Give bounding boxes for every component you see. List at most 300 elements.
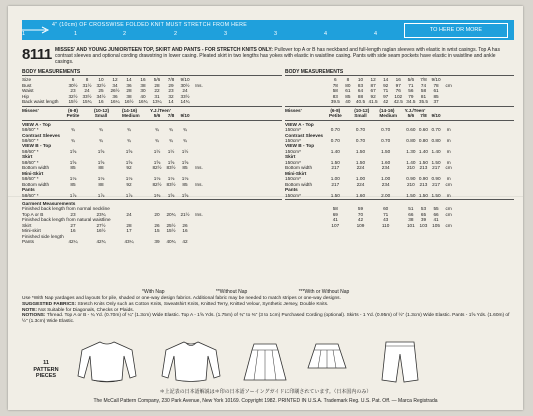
table-cell xyxy=(367,113,380,118)
table-cell: 8 xyxy=(346,77,350,83)
table-cell: 80 xyxy=(345,82,351,88)
table-cell: 1⅞ xyxy=(125,192,133,198)
table-cell: 83½ xyxy=(166,181,176,187)
table-cell: 14 xyxy=(383,77,389,83)
table-cell: ¾ xyxy=(155,127,159,133)
table-cell: ¾ xyxy=(127,137,131,143)
table-cell: 42.5 xyxy=(393,99,403,105)
row-label: Misses' xyxy=(22,107,39,113)
table-cell: 0.90 xyxy=(418,176,429,182)
table-cell: 1.50 xyxy=(381,148,391,154)
table-cell: 25 xyxy=(98,88,104,94)
tick-label: 3 xyxy=(274,31,278,37)
row-label: 58/60" * xyxy=(22,148,39,154)
table-cell xyxy=(392,113,405,118)
table-cell: 14 xyxy=(168,99,174,105)
table-cell: 1⅝ xyxy=(97,148,105,154)
top-b-sketch xyxy=(158,338,224,384)
table-row xyxy=(285,193,514,198)
table-row xyxy=(22,113,282,118)
tick-label: 4 xyxy=(324,31,328,37)
table-cell: 217 xyxy=(331,181,340,187)
table-cell: 85 xyxy=(182,165,188,171)
table-cell: 92 xyxy=(383,82,389,88)
table-cell: Ins. xyxy=(195,211,203,217)
table-cell: 1⅝ xyxy=(97,159,105,165)
table-row xyxy=(285,223,514,228)
table-cell: 10 xyxy=(357,77,364,83)
table-cell: 30 xyxy=(140,88,146,94)
table-cell: 64 xyxy=(357,88,364,94)
pattern-pieces-count: 11 PATTERN PIECES xyxy=(33,360,59,379)
table-cell: (10-12) xyxy=(94,107,110,113)
table-cell: 7/8 xyxy=(420,113,427,119)
table-cell: (6-8) xyxy=(68,107,78,113)
size-group-headers xyxy=(22,108,282,119)
row-label: Bottom width xyxy=(285,165,313,171)
table-cell: 15½ xyxy=(68,99,78,105)
table-cell: 1½ xyxy=(153,148,161,154)
table-cell: 92 xyxy=(126,181,132,187)
table-cell: 0.80 xyxy=(418,137,429,143)
table-cell: ¾ xyxy=(71,137,75,143)
legend-either-nap: ***With or Without Nap xyxy=(298,289,350,295)
table-cell: 224 xyxy=(356,165,365,171)
table-cell: 105 xyxy=(432,222,440,228)
row-label: Pants xyxy=(22,187,35,193)
table-cell: ¾ xyxy=(71,127,75,133)
table-cell: 31 xyxy=(154,93,160,99)
row-label: Back waist length xyxy=(22,99,59,105)
table-cell: 1⅝ xyxy=(181,192,189,198)
table-cell: 22 xyxy=(154,88,160,94)
table-cell: 0.70 xyxy=(330,137,340,143)
table-cell: 110 xyxy=(381,222,390,228)
table-cell: 87 xyxy=(370,82,376,88)
table-cell: 79 xyxy=(408,93,414,99)
table-cell: 1.50 xyxy=(330,192,340,198)
publisher-footer: The McCall Pattern Company, 230 Park Avenue, New York 10169. Copyright 1982. PRINTED IN U.S.A. Trademark Reg. U.S. Pat. Off. — Marca Registrada xyxy=(93,398,438,404)
nap-note: Use *With Nap yardages and layouts for pile, shaded or one-way design fabrics. Additional fabric may be needed to match stripes or one-way designs. xyxy=(22,296,341,301)
pattern-description xyxy=(55,47,513,65)
table-cell: cm xyxy=(445,165,452,171)
table-cell: 26 xyxy=(154,222,160,228)
table-cell: 23 xyxy=(70,211,76,217)
table-cell: 23 xyxy=(70,88,76,94)
table-cell: 6 xyxy=(333,77,337,83)
legend-without-nap: **Without Nap xyxy=(215,289,248,295)
table-cell: 1.50 xyxy=(431,159,441,165)
tick-label: 1 xyxy=(74,31,78,37)
row-label: Finished back length from natural waistline xyxy=(22,217,111,223)
table-cell: 71 xyxy=(408,82,414,88)
table-cell: 83½ xyxy=(166,165,176,171)
table-cell: 7/8 xyxy=(167,77,175,83)
table-cell: 1⅛ xyxy=(125,176,133,182)
table-row xyxy=(285,113,514,118)
row-label: Waist xyxy=(22,88,34,94)
table-cell: 1.50 xyxy=(418,159,429,165)
table-cell: 224 xyxy=(356,181,365,187)
table-row xyxy=(22,99,282,104)
table-cell: 103 xyxy=(419,222,428,228)
table-cell: 97 xyxy=(395,82,401,88)
table-cell: 0.60 xyxy=(418,127,429,133)
table-cell: 5/6 xyxy=(407,113,415,119)
table-cell: 0.70 xyxy=(381,137,391,143)
imperial-table xyxy=(22,70,282,245)
row-label: 150cm* xyxy=(285,192,301,198)
table-cell: 30½ xyxy=(180,82,190,88)
table-cell: 1.60 xyxy=(381,159,391,165)
table-cell: 40.5 xyxy=(355,99,366,105)
row-label: 150cm* xyxy=(285,127,301,133)
table-cell: 234 xyxy=(381,181,390,187)
body-measurements-heading: BODY MEASUREMENTS xyxy=(22,70,282,76)
body-measurement-rows-metric xyxy=(285,77,514,104)
table-cell: 109 xyxy=(356,222,365,228)
table-cell: 1⅝ xyxy=(167,159,175,165)
table-cell: 83 xyxy=(357,82,364,88)
table-cell: Small xyxy=(94,113,108,119)
table-cell: 60 xyxy=(383,206,389,212)
row-label: VIEW A - Top xyxy=(22,121,51,127)
size-group-headers-metric xyxy=(285,108,514,119)
table-cell: 23¾ xyxy=(96,211,106,217)
table-cell: 0.70 xyxy=(355,137,366,143)
table-cell: cm xyxy=(445,206,452,212)
table-cell: ¾ xyxy=(183,127,187,133)
table-cell: 34½ xyxy=(96,93,106,99)
table-cell: 42 xyxy=(182,239,188,245)
table-cell: 1.30 xyxy=(406,148,416,154)
row-label xyxy=(285,113,329,118)
table-cell: 20¾ xyxy=(166,211,176,217)
table-cell: Medium xyxy=(122,113,140,119)
table-cell: ¾ xyxy=(169,127,173,133)
table-cell: 2.00 xyxy=(381,192,391,198)
row-label: Bust xyxy=(22,82,32,88)
body-measurement-rows xyxy=(22,77,282,104)
table-cell xyxy=(80,239,94,244)
row-label: Skirt xyxy=(22,222,32,228)
table-cell: 38 xyxy=(140,82,146,88)
table-cell: 35.5 xyxy=(418,99,429,105)
table-cell: 12 xyxy=(112,77,118,83)
table-cell: 24 xyxy=(126,211,132,217)
row-label: Finished back length from normal neckline xyxy=(22,206,110,212)
tick-label: 1 xyxy=(22,31,26,37)
table-cell: 1.50 xyxy=(431,192,441,198)
table-cell xyxy=(367,193,380,198)
table-cell xyxy=(342,113,355,118)
table-row xyxy=(285,99,514,104)
table-cell: 1⅞ xyxy=(69,192,77,198)
table-row xyxy=(22,239,282,244)
japanese-note: ＊上記表の日本語解説は＊印の日本語ソーイングガイドに印刷されています。（日本国内のみ） xyxy=(159,389,372,395)
table-cell: Medium xyxy=(379,113,398,119)
row-label: Skirt xyxy=(22,154,33,160)
row-label: Misses' xyxy=(285,107,302,113)
table-cell xyxy=(442,113,455,118)
table-cell: 24 xyxy=(182,88,188,94)
notes-section xyxy=(22,289,514,325)
table-cell: 1½ xyxy=(167,148,175,154)
table-cell: 25½ xyxy=(166,222,176,228)
table-cell: 1.40 xyxy=(418,148,429,154)
table-cell: 16¾ xyxy=(138,99,148,105)
table-cell: 23 xyxy=(168,88,174,94)
table-cell: 107 xyxy=(331,222,340,228)
table-cell: 42¾ xyxy=(96,239,106,245)
row-label: VIEW B - Top xyxy=(285,143,315,149)
table-cell: 16 xyxy=(140,77,146,83)
table-cell: 74 xyxy=(420,82,427,88)
table-cell xyxy=(367,223,380,228)
row-label: VIEW A - Top xyxy=(285,121,314,127)
table-cell: 24 xyxy=(84,88,90,94)
table-cell: 1⅝ xyxy=(69,159,77,165)
table-cell: 38 xyxy=(408,217,414,223)
table-cell: 27½ xyxy=(96,222,106,228)
row-label: 150cm* xyxy=(285,176,301,182)
table-cell: (14-16) xyxy=(379,107,395,113)
table-cell: 1⅛ xyxy=(181,176,189,182)
row-label: 150cm* xyxy=(285,137,301,143)
stretch-target-box: TO HERE OR MORE xyxy=(404,23,508,38)
table-cell: m xyxy=(446,176,451,182)
tick-label: 4 xyxy=(374,31,378,37)
table-cell: 1.40 xyxy=(330,148,340,154)
table-cell: cm xyxy=(445,222,452,228)
row-label: Bottom width xyxy=(22,165,50,171)
table-cell: 38 xyxy=(126,93,132,99)
table-cell xyxy=(80,193,94,198)
row-label: Mini-Skirt xyxy=(285,170,307,176)
table-cell: 0.80 xyxy=(431,137,441,143)
table-cell: 30½ xyxy=(68,82,78,88)
table-cell: 61 xyxy=(433,88,439,94)
table-cell: 1⅝ xyxy=(69,148,77,154)
body-measurements-heading-metric: BODY MEASUREMENTS xyxy=(285,70,514,76)
table-cell: m xyxy=(446,137,451,143)
table-cell: ¾ xyxy=(169,137,173,143)
table-cell: 70 xyxy=(357,211,364,217)
table-cell: 33½ xyxy=(82,93,92,99)
table-cell xyxy=(192,239,206,244)
table-cell: 0.70 xyxy=(431,127,441,133)
table-cell: 16 xyxy=(182,228,188,234)
description-body: Pullover top A or B has neckband and full-length raglan sleeves with elastic in wrist casings. Top A has contrast sleeves and optional cording drawstring in lower casing. Pleated skirt in two lengths has yokes with elastic in waistline casing. Pants with side seam pockets have elastic in waistline and ankle casings. xyxy=(55,47,500,65)
table-cell: 210 xyxy=(406,181,415,187)
table-cell: Petite xyxy=(329,113,342,119)
table-cell xyxy=(192,113,206,118)
row-label xyxy=(285,223,329,228)
table-cell: 234 xyxy=(381,165,390,171)
table-cell: 1.50 xyxy=(355,148,366,154)
table-cell: 71 xyxy=(383,211,389,217)
notions-note: NOTIONS: Thread. Top A or B - ¾ Yd. (0.70m) of ¼" (1.3cm) Wide Elastic. Top A - 1⅝ Yds. (1.75m) of ¾" to ⅜" (3 to 1cm) Purchased Cording (optional). Skirts - 1 Yd. (0.95m) of ½" (1.3cm) Wide Elastic. Pants - 1⅝ Yds. (1.60m) of ½" (1.3cm) Wide Elastic. xyxy=(22,313,510,325)
table-cell: 16 xyxy=(70,228,76,234)
table-cell: 40 xyxy=(140,93,146,99)
row-label xyxy=(22,113,66,118)
table-cell: (6-8) xyxy=(330,107,341,113)
table-cell: 1.40 xyxy=(431,148,441,154)
table-cell: 34.5 xyxy=(406,99,416,105)
table-cell: 0.90 xyxy=(406,176,416,182)
row-label: Skirt xyxy=(285,154,296,160)
table-cell: Ins. xyxy=(195,165,203,171)
table-cell: Ins. xyxy=(195,181,203,187)
row-label: Bottom width xyxy=(22,181,50,187)
table-cell: 1⅝ xyxy=(125,148,133,154)
table-cell: 40¾ xyxy=(166,239,176,245)
table-cell: ¾ xyxy=(99,127,103,133)
row-label: Mini-skirt xyxy=(22,228,41,234)
table-cell: 0.90 xyxy=(431,176,441,182)
table-cell: 8 xyxy=(85,77,89,83)
table-cell: 7/8 xyxy=(420,77,427,83)
yardage-rows-metric xyxy=(285,122,514,198)
table-cell: 0.70 xyxy=(355,127,366,133)
table-cell: 1.00 xyxy=(355,176,366,182)
stretch-gauge xyxy=(22,20,514,40)
table-cell: 1.50 xyxy=(406,192,416,198)
table-cell: 1.50 xyxy=(330,159,340,165)
table-cell: 41.5 xyxy=(368,99,378,105)
row-label: Contrast Sleeves xyxy=(22,132,61,138)
table-cell: 26 xyxy=(182,222,188,228)
table-cell: 1⅛ xyxy=(97,176,105,182)
table-cell: 88 xyxy=(98,165,104,171)
table-cell: 92 xyxy=(370,93,376,99)
table-cell: 34 xyxy=(112,82,118,88)
row-label xyxy=(285,99,329,104)
stretch-gauge-ticks xyxy=(22,31,407,39)
table-cell: 81 xyxy=(420,93,427,99)
table-cell: 58 xyxy=(420,88,427,94)
row-label: Contrast Sleeves xyxy=(285,132,324,138)
description-lead: MISSES' AND YOUNG JUNIOR/TEEN TOP, SKIRT AND PANTS - FOR STRETCH KNITS ONLY: xyxy=(55,47,273,53)
table-cell xyxy=(442,99,455,104)
table-cell: 21½ xyxy=(180,211,190,217)
table-cell: 69 xyxy=(332,211,338,217)
table-cell xyxy=(108,239,122,244)
table-cell: 33½ xyxy=(180,93,190,99)
table-cell: 15½ xyxy=(166,228,176,234)
table-cell: 88 xyxy=(98,181,104,187)
table-cell: 42 xyxy=(357,217,364,223)
table-cell: 0.70 xyxy=(381,127,391,133)
table-cell: 42 xyxy=(383,99,389,105)
skirt-sketch xyxy=(240,338,290,384)
table-cell: 9/10 xyxy=(431,77,441,83)
yardage-rows xyxy=(22,122,282,198)
garment-measurement-rows-metric xyxy=(285,206,514,228)
table-cell: 0.70 xyxy=(330,127,340,133)
table-cell: 85 xyxy=(182,181,188,187)
table-cell xyxy=(342,223,355,228)
table-cell: 61 xyxy=(345,88,351,94)
table-cell: Ins. xyxy=(195,82,203,88)
table-cell: 83 xyxy=(332,93,338,99)
table-cell: 55 xyxy=(433,206,439,212)
table-cell: 1⅝ xyxy=(181,159,189,165)
table-cell: (14-16) xyxy=(122,107,138,113)
table-cell: 1.60 xyxy=(355,192,366,198)
table-cell: m xyxy=(446,159,451,165)
table-cell: 1½ xyxy=(181,148,189,154)
tick-label: 2 xyxy=(174,31,178,37)
table-cell: 58 xyxy=(332,88,338,94)
table-cell: 59 xyxy=(357,206,364,212)
table-cell: 16 xyxy=(395,77,401,83)
table-cell: Y.J./Teen' xyxy=(150,107,171,113)
table-cell: 66 xyxy=(433,211,439,217)
table-cell: 5/6 xyxy=(153,77,161,83)
table-cell xyxy=(108,193,122,198)
table-cell: 1.40 xyxy=(406,159,416,165)
row-label: Size xyxy=(22,77,32,83)
table-cell: 85 xyxy=(70,181,76,187)
table-cell: 102 xyxy=(394,93,403,99)
table-cell: 10 xyxy=(98,77,104,83)
garment-measurements-heading: Garment Measurements xyxy=(22,200,76,206)
table-cell: 7/8 xyxy=(167,113,175,119)
table-cell: 28 xyxy=(154,82,160,88)
table-cell: 1⅛ xyxy=(167,176,175,182)
table-cell: 1⅞ xyxy=(97,192,105,198)
table-cell: ¾ xyxy=(183,137,187,143)
table-cell: 1.50 xyxy=(418,192,429,198)
table-cell: 39 xyxy=(154,239,160,245)
table-cell: (10-12) xyxy=(354,107,370,113)
table-cell: 1⅝ xyxy=(153,159,161,165)
table-cell: 28 xyxy=(126,222,132,228)
table-cell: 56 xyxy=(408,88,414,94)
table-cell: 9/10 xyxy=(180,113,190,119)
table-cell: 1⅝ xyxy=(125,159,133,165)
table-cell: m xyxy=(446,127,451,133)
table-cell: 58 xyxy=(332,206,338,212)
table-cell: 26½ xyxy=(110,88,120,94)
table-cell: 1⅛ xyxy=(69,176,77,182)
table-cell: 37 xyxy=(433,99,439,105)
table-cell: 78 xyxy=(332,82,338,88)
table-cell xyxy=(136,113,150,118)
table-cell: cm xyxy=(445,181,452,187)
table-cell: 97 xyxy=(383,93,389,99)
table-cell xyxy=(192,99,206,104)
table-cell: 85 xyxy=(433,93,439,99)
table-cell: 1.50 xyxy=(355,159,366,165)
line-drawings xyxy=(70,338,500,388)
table-cell: 6 xyxy=(71,77,75,83)
table-cell: 43 xyxy=(383,217,389,223)
table-cell: 71 xyxy=(383,88,389,94)
table-cell: 13¼ xyxy=(152,99,162,105)
row-label: 58/60" * xyxy=(22,137,39,143)
row-label: 150cm* xyxy=(285,159,301,165)
row-label: 150cm* xyxy=(285,148,301,154)
table-cell: 85 xyxy=(70,165,76,171)
pants-sketch xyxy=(370,338,430,384)
notes-text xyxy=(22,296,514,325)
table-cell: 29 xyxy=(168,82,174,88)
table-cell: Small xyxy=(354,113,367,119)
table-cell: 82½ xyxy=(152,181,162,187)
table-cell xyxy=(136,239,150,244)
